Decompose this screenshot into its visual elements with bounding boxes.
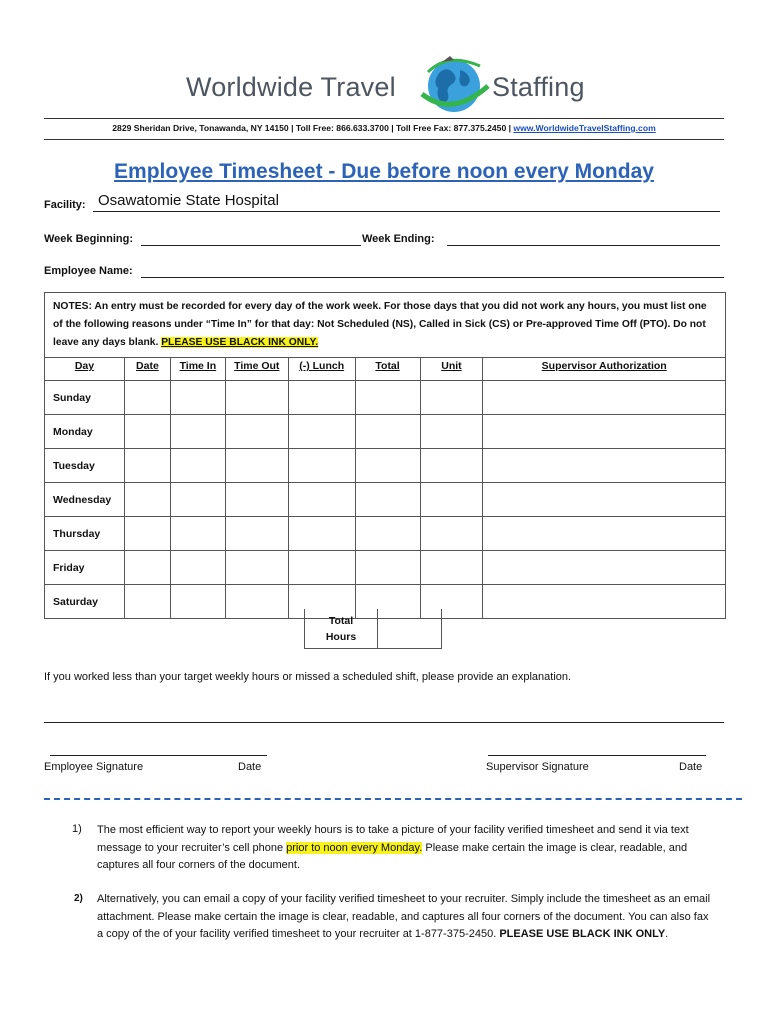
logo-text-left: Worldwide Travel xyxy=(186,72,396,102)
employee-signature-line[interactable] xyxy=(50,755,267,756)
header-date: Date xyxy=(124,358,170,381)
supervisor-signature-label: Supervisor Signature xyxy=(486,761,589,773)
cell-time-in[interactable] xyxy=(170,585,225,619)
header-lunch: (-) Lunch xyxy=(288,358,355,381)
cell-time-out[interactable] xyxy=(225,415,288,449)
page-title: Employee Timesheet - Due before noon every Monday xyxy=(114,160,654,183)
table-row xyxy=(45,551,726,585)
cell-time-out[interactable] xyxy=(225,517,288,551)
table-row xyxy=(45,517,726,551)
cell-unit[interactable] xyxy=(420,551,483,585)
week-beginning-line[interactable] xyxy=(141,245,361,246)
cell-supervisor[interactable] xyxy=(483,381,726,415)
table-row xyxy=(45,483,726,517)
cell-time-out[interactable] xyxy=(225,381,288,415)
total-hours-cell[interactable] xyxy=(378,609,442,649)
header-total: Total xyxy=(355,358,420,381)
instruction-1 xyxy=(97,822,715,875)
cell-unit[interactable] xyxy=(420,483,483,517)
cell-date[interactable] xyxy=(124,415,170,449)
cell-date[interactable] xyxy=(124,483,170,517)
instruction-2-number: 2) xyxy=(74,893,83,904)
cell-time-in[interactable] xyxy=(170,381,225,415)
day-monday: Monday xyxy=(45,415,125,449)
cell-supervisor[interactable] xyxy=(483,415,726,449)
cell-time-out[interactable] xyxy=(225,483,288,517)
employee-signature-label: Employee Signature xyxy=(44,761,144,773)
facility-label: Facility: xyxy=(44,199,86,211)
table-row xyxy=(45,449,726,483)
globe-logo-icon xyxy=(418,50,490,120)
cell-date[interactable] xyxy=(124,517,170,551)
week-ending-line[interactable] xyxy=(447,245,720,246)
instruction-1-text: The most efficient way to report your weekly hours is to take a picture of your facility verified timesheet and send it via text message to your recruiter’s cell phone xyxy=(97,824,689,854)
total-hours-line1: Total xyxy=(328,615,354,627)
cell-lunch[interactable] xyxy=(288,551,355,585)
notes-box xyxy=(45,293,726,358)
header-day: Day xyxy=(45,358,125,381)
total-hours-line2: Hours xyxy=(325,631,357,643)
cell-time-out[interactable] xyxy=(225,449,288,483)
cell-lunch[interactable] xyxy=(288,449,355,483)
supervisor-signature-line[interactable] xyxy=(488,755,706,756)
facility-value[interactable]: Osawatomie State Hospital xyxy=(98,192,279,209)
cell-date[interactable] xyxy=(124,551,170,585)
day-sunday: Sunday xyxy=(45,381,125,415)
cell-time-in[interactable] xyxy=(170,517,225,551)
notes-highlight: PLEASE USE BLACK INK ONLY. xyxy=(161,337,319,348)
cell-total[interactable] xyxy=(355,517,420,551)
cell-supervisor[interactable] xyxy=(483,585,726,619)
header-supervisor: Supervisor Authorization xyxy=(483,358,726,381)
instruction-1-number: 1) xyxy=(72,823,82,835)
cell-date[interactable] xyxy=(124,381,170,415)
table-header-row xyxy=(45,358,726,381)
facility-line xyxy=(93,211,720,212)
address-text: 2829 Sheridan Drive, Tonawanda, NY 14150 | Toll Free: 866.633.3700 | Toll Free Fax: 877.375.2450 | xyxy=(112,123,514,133)
explanation-line[interactable] xyxy=(44,722,724,723)
cell-date[interactable] xyxy=(124,585,170,619)
week-beginning-label: Week Beginning: xyxy=(44,233,134,245)
employee-name-line[interactable] xyxy=(141,277,724,278)
table-row xyxy=(45,381,726,415)
website-link[interactable]: www.WorldwideTravelStaffing.com xyxy=(513,123,656,133)
logo-text-right: Staffing xyxy=(492,72,585,102)
cell-time-in[interactable] xyxy=(170,483,225,517)
cell-date[interactable] xyxy=(124,449,170,483)
explanation-prompt: If you worked less than your target weekly hours or missed a scheduled shift, please provide an explanation. xyxy=(44,671,572,683)
supervisor-date-label: Date xyxy=(679,761,703,773)
instruction-1-text-end: Please make certain the image is clear, readable, and captures all four corners of the document. xyxy=(97,841,688,871)
cell-time-in[interactable] xyxy=(170,415,225,449)
notes-text: NOTES: An entry must be recorded for every day of the work week. For those days that you did not work any hours, you must list one of the following reasons under “Time In” for that day: Not Scheduled (NS), Called in Sick (CS) or Pre-approved Time Off (PTO). Do not leave any days blank. xyxy=(53,301,707,348)
cell-total[interactable] xyxy=(355,483,420,517)
cell-unit[interactable] xyxy=(420,517,483,551)
instruction-2 xyxy=(97,891,715,944)
header-unit: Unit xyxy=(420,358,483,381)
cell-supervisor[interactable] xyxy=(483,551,726,585)
cell-time-in[interactable] xyxy=(170,449,225,483)
cell-total[interactable] xyxy=(355,551,420,585)
cell-unit[interactable] xyxy=(420,449,483,483)
day-wednesday: Wednesday xyxy=(45,483,125,517)
instruction-2-text: Alternatively, you can email a copy of your facility verified timesheet to your recruiter. Simply include the timesheet as an email attachment. Please make certain the image is clear, readable, and captures all four corners of the document. You can also fax a copy of the of your facility verified timesheet to your recruiter at 1-877-375-2450. xyxy=(97,893,711,940)
employee-date-label: Date xyxy=(238,761,262,773)
cell-total[interactable] xyxy=(355,381,420,415)
cell-lunch[interactable] xyxy=(288,415,355,449)
week-ending-label: Week Ending: xyxy=(362,233,435,245)
instruction-2-bold: PLEASE USE BLACK INK ONLY xyxy=(499,928,666,940)
cell-total[interactable] xyxy=(355,449,420,483)
cell-time-out[interactable] xyxy=(225,585,288,619)
cell-lunch[interactable] xyxy=(288,483,355,517)
cell-supervisor[interactable] xyxy=(483,483,726,517)
cell-lunch[interactable] xyxy=(288,517,355,551)
day-friday: Friday xyxy=(45,551,125,585)
header-time-out: Time Out xyxy=(225,358,288,381)
employee-name-label: Employee Name: xyxy=(44,265,133,277)
cell-unit[interactable] xyxy=(420,381,483,415)
instruction-2-end: . xyxy=(665,928,669,940)
day-saturday: Saturday xyxy=(45,585,125,619)
header-time-in: Time In xyxy=(170,358,225,381)
address-line xyxy=(44,123,724,133)
cell-unit[interactable] xyxy=(420,415,483,449)
header-rule-bottom xyxy=(44,139,724,140)
total-hours-label xyxy=(304,609,378,649)
cell-time-out[interactable] xyxy=(225,551,288,585)
dashed-divider xyxy=(44,798,742,800)
day-tuesday: Tuesday xyxy=(45,449,125,483)
timesheet-table xyxy=(44,292,726,619)
cell-total[interactable] xyxy=(355,415,420,449)
day-thursday: Thursday xyxy=(45,517,125,551)
table-row xyxy=(45,415,726,449)
cell-supervisor[interactable] xyxy=(483,449,726,483)
cell-lunch[interactable] xyxy=(288,381,355,415)
cell-time-in[interactable] xyxy=(170,551,225,585)
cell-supervisor[interactable] xyxy=(483,517,726,551)
header-rule-top xyxy=(44,118,724,119)
instruction-1-highlight: prior to noon every Monday. xyxy=(286,841,423,854)
